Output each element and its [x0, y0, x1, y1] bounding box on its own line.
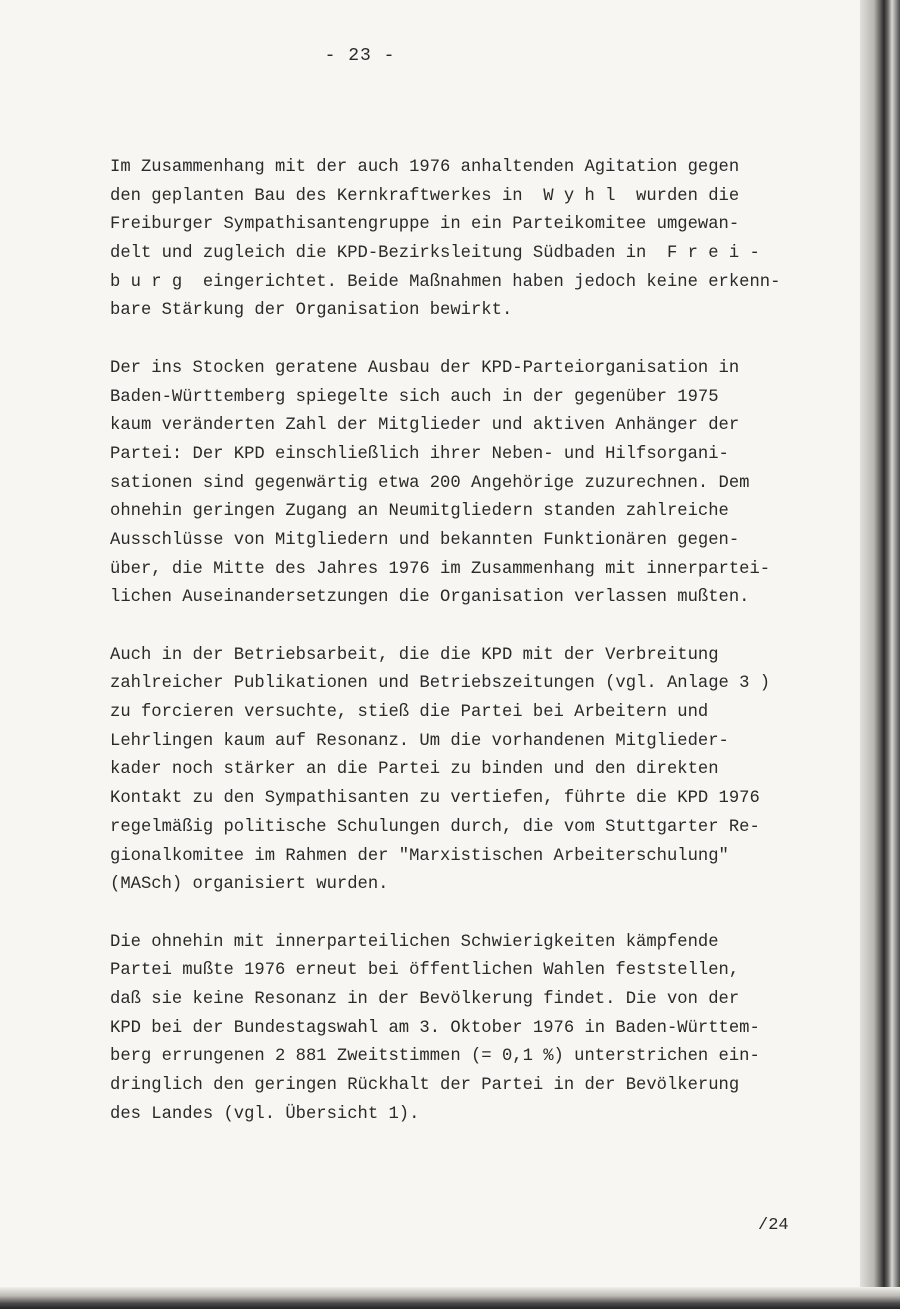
page-number: - 23 -: [324, 46, 396, 66]
text-line: den geplanten Bau des Kernkraftwerkes in W y h l wurden die: [110, 186, 740, 206]
text-line: Lehrlingen kaum auf Resonanz. Um die vorhandenen Mitglieder-: [110, 731, 729, 751]
text-line: berg errungenen 2 881 Zweitstimmen (= 0,1 %) unterstrichen ein-: [110, 1047, 760, 1067]
text-line: dringlich den geringen Rückhalt der Partei in der Bevölkerung: [110, 1076, 740, 1095]
body-text: [110, 154, 850, 1158]
text-line: kaum veränderten Zahl der Mitglieder und aktiven Anhänger der: [110, 416, 740, 436]
text-line: Auch in der Betriebsarbeit, die die KPD mit der Verbreitung: [110, 645, 719, 665]
text-line: kader noch stärker an die Partei zu binden und den direkten: [110, 760, 719, 780]
text-line: Baden-Württemberg spiegelte sich auch in der gegenüber 1975: [110, 387, 719, 407]
text-line: zahlreicher Publikationen und Betriebszeitungen (vgl. Anlage 3 ): [110, 674, 771, 694]
paragraph-1: [110, 154, 850, 326]
text-line: (MASch) organisiert wurden.: [110, 875, 389, 895]
text-line: bare Stärkung der Organisation bewirkt.: [110, 301, 513, 321]
text-line: Partei: Der KPD einschließlich ihrer Neben- und Hilfsorgani-: [110, 444, 729, 464]
paragraph-3: [110, 642, 850, 900]
text-line: Ausschlüsse von Mitgliedern und bekannten Funktionären gegen-: [110, 530, 740, 550]
text-line: Im Zusammenhang mit der auch 1976 anhaltenden Agitation gegen: [110, 158, 740, 177]
text-line: über, die Mitte des Jahres 1976 im Zusammenhang mit innerpartei-: [110, 559, 771, 579]
text-line: lichen Auseinandersetzungen die Organisation verlassen mußten.: [110, 588, 750, 608]
scan-binding-edge: [860, 0, 900, 1309]
paragraph-2: [110, 355, 850, 613]
text-line: KPD bei der Bundestagswahl am 3. Oktober 1976 in Baden-Württem-: [110, 1018, 760, 1038]
text-line: Partei mußte 1976 erneut bei öffentlichen Wahlen feststellen,: [110, 961, 740, 981]
text-line: Kontakt zu den Sympathisanten zu vertiefen, führte die KPD 1976: [110, 789, 760, 809]
scan-bottom-edge: [0, 1287, 900, 1309]
paragraph-4: [110, 929, 850, 1130]
text-line: b u r g eingerichtet. Beide Maßnahmen haben jedoch keine erkenn-: [110, 272, 781, 292]
text-line: zu forcieren versuchte, stieß die Partei bei Arbeitern und: [110, 703, 709, 723]
text-line: gionalkomitee im Rahmen der "Marxistischen Arbeiterschulung": [110, 846, 729, 866]
continuation-marker: /24: [758, 1216, 789, 1235]
text-line: Die ohnehin mit innerparteilichen Schwierigkeiten kämpfende: [110, 932, 719, 952]
text-line: Freiburger Sympathisantengruppe in ein Parteikomitee umgewan-: [110, 215, 740, 235]
text-line: delt und zugleich die KPD-Bezirksleitung Südbaden in F r e i -: [110, 244, 760, 264]
text-line: Der ins Stocken geratene Ausbau der KPD-Parteiorganisation in: [110, 358, 740, 378]
text-line: daß sie keine Resonanz in der Bevölkerung findet. Die von der: [110, 989, 740, 1009]
text-line: sationen sind gegenwärtig etwa 200 Angehörige zuzurechnen. Dem: [110, 473, 750, 493]
text-line: regelmäßig politische Schulungen durch, die vom Stuttgarter Re-: [110, 817, 760, 837]
text-line: ohnehin geringen Zugang an Neumitgliedern standen zahlreiche: [110, 502, 729, 522]
text-line: des Landes (vgl. Übersicht 1).: [110, 1104, 420, 1124]
